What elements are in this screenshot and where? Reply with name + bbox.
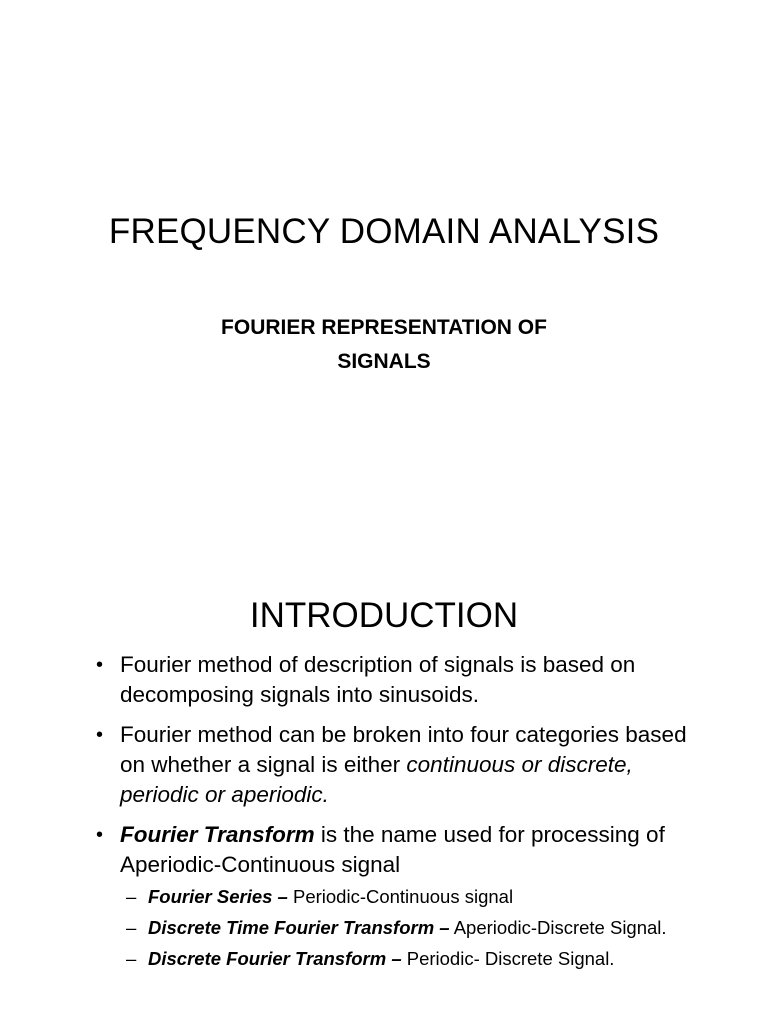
sub-bullet-item	[120, 884, 696, 909]
bullet-item	[96, 650, 696, 710]
dash-icon: –	[126, 948, 137, 969]
slide-subtitle: FOURIER REPRESENTATION OF SIGNALS	[221, 316, 547, 373]
bullet-text: Fourier method of description of signals is based on decomposing signals into sinusoids.	[120, 652, 636, 707]
bullet-term: Fourier Transform	[120, 822, 315, 847]
bullet-text: is the name used for processing of Aperiodic-Continuous signal	[120, 822, 665, 877]
sub-bullet-term: Discrete Fourier Transform –	[148, 948, 402, 969]
sub-bullet-text: Periodic- Discrete Signal.	[401, 948, 615, 969]
sub-bullet-item	[120, 946, 696, 971]
bullet-list	[96, 650, 696, 981]
bullet-italic-text: continuous or discrete, periodic or aperiodic.	[120, 752, 633, 807]
sub-bullet-list	[120, 884, 696, 971]
bullet-icon: •	[96, 654, 104, 676]
sub-bullet-term: Fourier Series –	[148, 886, 288, 907]
bullet-icon: •	[96, 824, 104, 846]
bullet-item	[96, 720, 696, 810]
bullet-icon: •	[96, 724, 104, 746]
bullet-item	[96, 820, 696, 971]
sub-bullet-text: Aperiodic-Discrete Signal.	[449, 917, 667, 938]
slide-introduction	[0, 512, 768, 1024]
sub-bullet-item	[120, 915, 696, 940]
sub-bullet-term: Discrete Time Fourier Transform –	[148, 917, 450, 938]
bullet-text: Fourier method can be broken into four categories based on whether a signal is either	[120, 722, 687, 777]
sub-bullet-text: Periodic-Continuous signal	[287, 886, 514, 907]
dash-icon: –	[126, 886, 137, 907]
dash-icon: –	[126, 917, 137, 938]
slide-title-heading: FREQUENCY DOMAIN ANALYSIS	[108, 212, 660, 251]
introduction-heading: INTRODUCTION	[249, 596, 519, 635]
